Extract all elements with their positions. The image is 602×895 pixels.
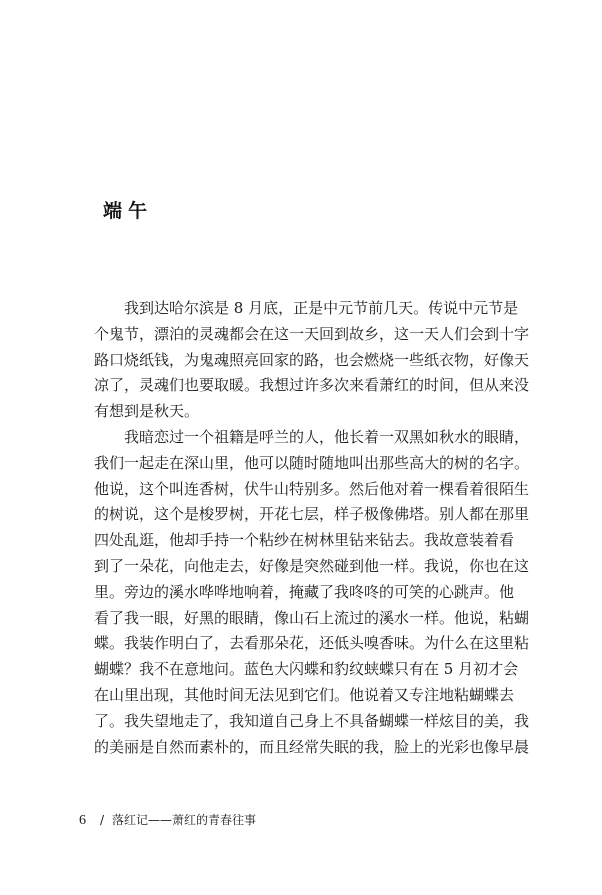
text-line: 有想到是秋天。 — [94, 402, 200, 421]
page-footer — [79, 811, 256, 829]
text-line: 我到达哈尔滨是 8 月底，正是中元节前几天。传说中元节是 — [94, 299, 519, 317]
text-line: 蝴蝶？我不在意地问。蓝色大闪蝶和豹纹蛱蝶只有在 5 月初才会 — [94, 660, 519, 679]
text-line: 到了一朵花，向他走去，好像是突然碰到他一样。我说，你也在这 — [94, 556, 530, 575]
text-line: 个鬼节，漂泊的灵魂都会在这一天回到故乡，这一天人们会到十字 — [94, 324, 530, 343]
page-number: 6 — [79, 813, 86, 828]
body-text — [94, 296, 530, 760]
book-title: 落红记——萧红的青春往事 — [112, 813, 257, 827]
text-line: 蝶。我装作明白了，去看那朵花，还低头嗅香味。为什么在这里粘 — [94, 634, 530, 653]
text-line: 四处乱逛，他却手持一个粘纱在树林里钻来钻去。我故意装着看 — [94, 531, 515, 550]
text-line: 的美丽是自然而素朴的，而且经常失眠的我，脸上的光彩也像早晨 — [94, 737, 530, 756]
text-line: 在山里出现，其他时间无法见到它们。他说着又专注地粘蝴蝶去 — [94, 685, 515, 704]
text-line: 看了我一眼，好黑的眼睛，像山石上流过的溪水一样。他说，粘蝴 — [94, 608, 530, 627]
text-line: 里。旁边的溪水哗哗地响着，掩藏了我咚咚的可笑的心跳声。他 — [94, 582, 515, 601]
footer-separator: / — [100, 813, 105, 827]
text-line: 凉了，灵魂们也要取暖。我想过许多次来看萧红的时间，但从来没 — [94, 376, 530, 395]
text-line: 他说，这个叫连香树，伏牛山特别多。然后他对着一棵看着很陌生 — [94, 479, 530, 498]
text-line: 我暗恋过一个祖籍是呼兰的人，他长着一双黑如秋水的眼睛， — [94, 427, 530, 446]
chapter-title: 端午 — [103, 200, 154, 222]
text-line: 我们一起走在深山里，他可以随时随地叫出那些高大的树的名字。 — [94, 453, 530, 472]
text-line: 了。我失望地走了，我知道自己身上不具备蝴蝶一样炫目的美，我 — [94, 711, 530, 730]
text-line: 的树说，这个是梭罗树，开花七层，样子极像佛塔。别人都在那里 — [94, 505, 530, 524]
text-line: 路口烧纸钱，为鬼魂照亮回家的路，也会燃烧一些纸衣物，好像天 — [94, 350, 530, 369]
